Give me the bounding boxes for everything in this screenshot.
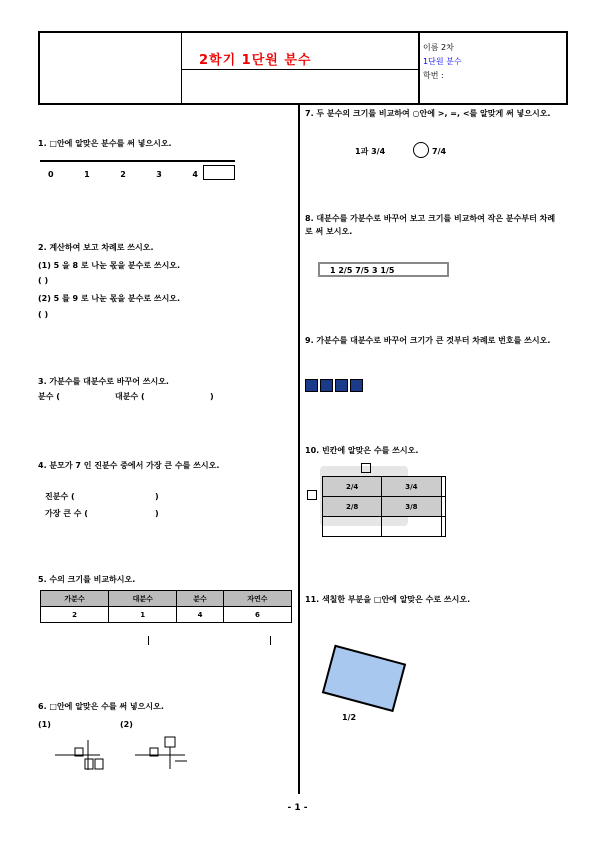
question-7: 7. 두 분수의 크기를 비교하여 ○안에 >, =, <를 알맞게 써 넣으시오. <box>305 109 551 118</box>
grid-cell[interactable] <box>441 497 445 517</box>
table-cell: 2 <box>41 607 109 623</box>
answer-box[interactable] <box>203 165 235 180</box>
question-4: 4. 분모가 7 인 진분수 중에서 가장 큰 수를 쓰시오. <box>38 461 220 470</box>
header-info-2: 1단원 분수 <box>423 57 462 66</box>
tick-label: 0 <box>48 170 54 179</box>
number-line <box>40 160 235 162</box>
q9-answer-boxes <box>305 377 365 396</box>
grid-label-box[interactable] <box>361 463 371 473</box>
header-cell-left <box>40 33 182 103</box>
question-2: 2. 계산하여 보고 차례로 쓰시오. <box>38 243 154 252</box>
answer-square[interactable] <box>350 379 363 392</box>
page-number: - 1 - <box>287 803 308 813</box>
table-header: 분수 <box>177 591 224 607</box>
question-6b: (2) <box>120 720 133 729</box>
table-header: 자연수 <box>223 591 291 607</box>
answer-square[interactable] <box>305 379 318 392</box>
grid-cell: 3/8 <box>382 497 441 517</box>
question-3: 3. 가분수를 대분수로 바꾸어 쓰시오. <box>38 377 169 386</box>
answer-4a: 진분수 ( <box>45 492 75 501</box>
q8-answer-box: 1 2/5 7/5 3 1/5 <box>318 262 449 277</box>
tick-label: 1 <box>84 170 90 179</box>
header-info-3: 학번 : <box>423 71 444 80</box>
question-11: 11. 색칠한 부분을 □안에 알맞은 수로 쓰시오. <box>305 595 471 604</box>
question-5: 5. 수의 크기를 비교하시오. <box>38 575 136 584</box>
q7-left-expr: 1과 3/4 <box>355 147 386 156</box>
question-2a: (1) 5 을 8 로 나눈 몫을 분수로 쓰시오. <box>38 261 181 270</box>
grid-cell[interactable] <box>323 517 382 537</box>
grid-cell[interactable] <box>441 517 445 537</box>
answer-4b: 가장 큰 수 ( <box>45 509 88 518</box>
column-divider <box>298 104 300 794</box>
table-header: 대분수 <box>109 591 177 607</box>
answer-3b: 대분수 ( <box>115 392 145 401</box>
header-info-1: 이름 2차 <box>423 43 454 52</box>
question-2b: (2) 5 를 9 로 나눈 몫을 분수로 쓰시오. <box>38 294 181 303</box>
grid-cell[interactable] <box>441 477 445 497</box>
table-cell: 4 <box>177 607 224 623</box>
q11-label: 1/2 <box>342 713 357 722</box>
table-header: 가분수 <box>41 591 109 607</box>
q7-right-expr: 7/4 <box>432 147 447 156</box>
tick-label: 2 <box>120 170 126 179</box>
header-cell-info <box>421 33 566 111</box>
question-8: 8. 대분수를 가분수로 바꾸어 보고 크기를 비교하여 작은 분수부터 차례로 써 보시오. <box>305 214 556 236</box>
answer-3c: ) <box>210 392 214 401</box>
compare-table <box>40 590 292 623</box>
grid-cell: 2/4 <box>323 477 382 497</box>
q10-grid <box>322 476 446 537</box>
grid-cell: 2/8 <box>323 497 382 517</box>
answer-square[interactable] <box>320 379 333 392</box>
question-6: 6. □안에 알맞은 수를 써 넣으시오. <box>38 702 164 711</box>
answer-2b: ( ) <box>38 310 49 319</box>
question-9: 9. 가분수를 대분수로 바꾸어 크기가 큰 것부터 차례로 번호를 쓰시오. <box>305 336 551 345</box>
mark <box>270 636 271 645</box>
answer-3a: 분수 ( <box>38 392 60 401</box>
tick-label: 4 <box>192 170 198 179</box>
number-line-ticks <box>48 168 198 181</box>
fraction-diagram-1 <box>55 735 115 775</box>
fraction-diagram-2 <box>135 733 195 773</box>
answer-2a: ( ) <box>38 276 49 285</box>
exam-title: 2학기 1단원 분수 <box>199 53 312 68</box>
grid-label-box[interactable] <box>307 490 317 500</box>
grid-cell: 3/4 <box>382 477 441 497</box>
answer-4b-close: ) <box>155 509 159 518</box>
header-cell-title <box>181 33 420 103</box>
mark <box>148 636 149 645</box>
question-1: 1. □안에 알맞은 분수를 써 넣으시오. <box>38 139 172 148</box>
question-10: 10. 빈칸에 알맞은 수를 쓰시오. <box>305 446 419 455</box>
question-6a: (1) <box>38 720 51 729</box>
tick-label: 3 <box>156 170 162 179</box>
grid-cell[interactable] <box>382 517 441 537</box>
header-box <box>38 31 568 105</box>
answer-4a-close: ) <box>155 492 159 501</box>
answer-square[interactable] <box>335 379 348 392</box>
shaded-card <box>312 644 412 724</box>
compare-circle[interactable] <box>413 142 429 158</box>
table-cell: 6 <box>223 607 291 623</box>
table-cell: 1 <box>109 607 177 623</box>
